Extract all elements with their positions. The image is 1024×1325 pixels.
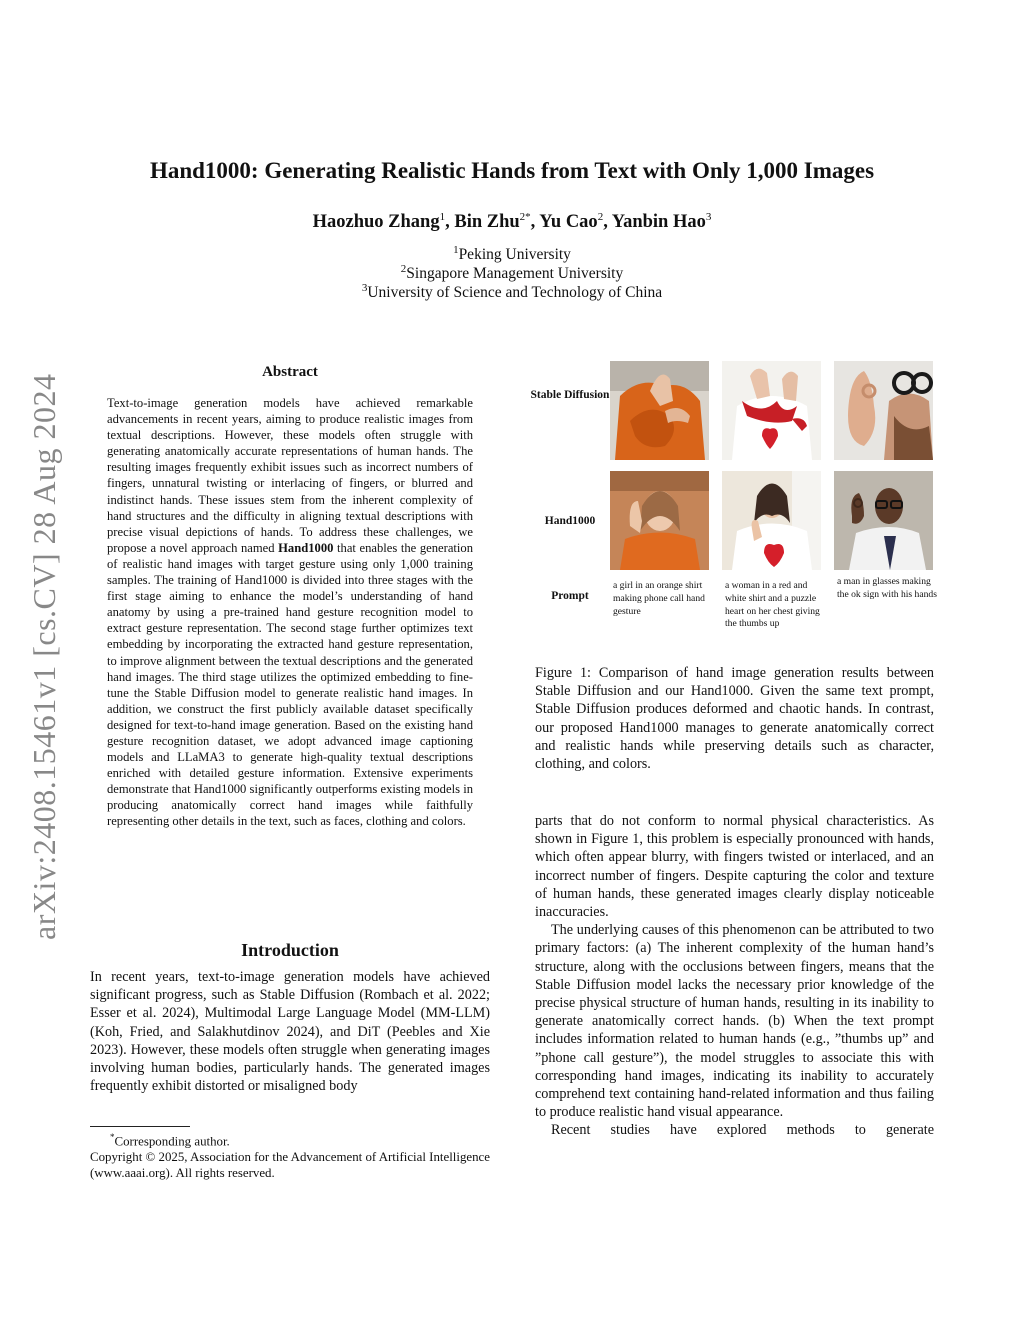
affiliation-name: Peking University	[458, 246, 571, 264]
intro-paragraph: In recent years, text-to-image generation models have achieved significant progress, such as Stable Diffusion (Rombach et al. 2022; Esser et al. 2024), Multimodal Large Language Model (MM-LLM) (Koh, Fried, and Salakhutdinov 2024), and DiT (Peebles and Xie 2023). However, these models often struggle when generating images involving human bodies, particularly hands. The generated images frequently exhibit distorted or misaligned body	[90, 969, 490, 1095]
author-sup: 2*	[519, 211, 531, 223]
affiliation	[60, 244, 964, 264]
section-heading-introduction: Introduction	[241, 940, 339, 960]
author-sup: 2	[597, 211, 604, 223]
prompt-text: a girl in an orange shirt making phone call hand gesture	[613, 580, 705, 617]
body-paragraph: Recent studies have explored methods to generate	[551, 1122, 934, 1139]
affiliation	[60, 282, 964, 302]
footnote-copyright: Copyright © 2025, Association for the Advancement of Artificial Intelligence (www.aaai.org). All rights reserved.	[90, 1150, 490, 1181]
footnote-corresponding: Corresponding author.	[114, 1134, 230, 1149]
row-label-hand1000: Hand1000	[544, 515, 596, 527]
affiliation-name: University of Science and Technology of China	[367, 284, 663, 302]
author-name: Yu Cao	[539, 212, 598, 233]
paper-title: Hand1000: Generating Realistic Hands from Text with Only 1,000 Images	[149, 158, 875, 183]
body-paragraph: The underlying causes of this phenomenon can be attributed to two primary factors: (a) The inherent complexity of the human hand’s structure, along with the occlusions between fingers, means that the Stable Diffusion model lacks the necessary prior knowledge of the precise physical structure of human hands, resulting in its inability to generate anatomically correct hands. (b) When the text prompt includes information related to human hands (e.g., ”thumbs up” and ”phone call gesture”), the model struggles to associate this with corresponding hand images, indicating its inability to accurately comprehend text containing hand-related information and thus failing to produce realistic hand visual appearance.	[535, 922, 934, 1121]
prompt-text: a woman in a red and white shirt and a puzzle heart on her chest giving the thumbs up	[725, 580, 820, 630]
affiliation-sup: 2	[400, 263, 407, 275]
author-sup: 1	[439, 211, 446, 223]
figure-image-sd-girl	[610, 361, 709, 460]
affiliation-sup: 3	[361, 282, 368, 294]
figure-image-sd-woman	[722, 361, 821, 460]
figure-image-hand1000-girl	[610, 471, 709, 570]
arxiv-identifier: arXiv:2408.15461v1 [cs.CV] 28 Aug 2024	[26, 373, 62, 940]
figure-image-hand1000-woman	[722, 471, 821, 570]
abstract-text: Text-to-image generation models have achieved remarkable advancements in recent years, aiming to produce realistic images from textual descriptions. However, these models often struggle with generating anatomically accurate representations of human hands. The resulting images frequently exhibit issues such as incorrect numbers of fingers, unnatural twisting or interlacing of fingers, or blurred and indistinct hands. These issues stem from the inherent complexity of hand structures and the difficulty in aligning textual descriptions with precise visual depictions of hands. To address these challenges, we propose a novel approach named	[107, 396, 473, 555]
abstract-heading: Abstract	[262, 364, 318, 380]
prompt-text: a man in glasses making the ok sign with his hands	[837, 576, 937, 600]
figure-image-hand1000-man	[834, 471, 933, 570]
affiliation	[60, 263, 964, 283]
author-name: Bin Zhu	[454, 212, 520, 233]
figure-caption: Figure 1: Comparison of hand image generation results between Stable Diffusion and our Hand1000. Given the same text prompt, Stable Diffusion produces deformed and chaotic hands. In contrast, our proposed Hand1000 manages to generate anatomically correct and realistic hands while preserving details such as character, clothing, and colors.	[535, 665, 934, 773]
author-list: Haozhuo Zhang$^1$, Bin Zhu$^{2*}$, Yu Cao$^2$, Yanbin Hao$^3$	[312, 211, 712, 233]
figure-image-sd-man	[834, 361, 933, 460]
row-label-prompt: Prompt	[551, 590, 589, 602]
footnote: *Corresponding author. Copyright © 2025, Association for the Advancement of Artificial Intelligence (www.aaai.org). All rights reserved.	[90, 1132, 490, 1181]
body-paragraph: parts that do not conform to normal physical characteristics. As shown in Figure 1, this problem is especially pronounced with hands, which often appear blurry, with fingers twisted or interlaced, and an incorrect number of fingers. Despite capturing the color and texture of human hands, these generated images clearly display noticeable inaccuracies.	[535, 813, 934, 921]
author-name: Yanbin Hao	[611, 212, 706, 233]
author-sup: 3	[705, 211, 712, 223]
author-name: Haozhuo Zhang	[312, 212, 440, 233]
affiliation-sup: 1	[453, 244, 459, 256]
right-column-body	[535, 812, 934, 1140]
method-name: Hand1000	[278, 540, 334, 555]
affiliation-name: Singapore Management University	[406, 265, 624, 283]
row-label-stable-diffusion: Stable Diffusion	[530, 389, 610, 401]
abstract-text: that enables the generation of realistic hand images with target gesture using only 1,000 training samples. The training of Hand1000 is divided into three stages with the first stage aiming to enhance the model’s understanding of hand anatomy by using a pre-trained hand gesture recognition model to extract gesture representation. The second stage further optimizes text embedding by incorporating the extracted hand gesture representation, to improve alignment between the textual descriptions and the generated hand images. The third stage utilizes the optimized embedding to fine-tune the Stable Diffusion model to generate realistic hand images. In addition, we construct the first publicly available dataset specifically designed for text-to-hand image generation. Based on the existing hand gesture recognition dataset, we adopt advanced image captioning models and LLaMA3 to generate high-quality textual descriptions enriched with detailed gesture information. Extensive experiments demonstrate that Hand1000 significantly outperforms existing models in producing anatomically correct hand images while faithfully representing other details in the text, such as faces, clothing and colors.	[107, 540, 473, 829]
abstract-body	[107, 395, 473, 830]
footnote-rule	[90, 1126, 190, 1127]
